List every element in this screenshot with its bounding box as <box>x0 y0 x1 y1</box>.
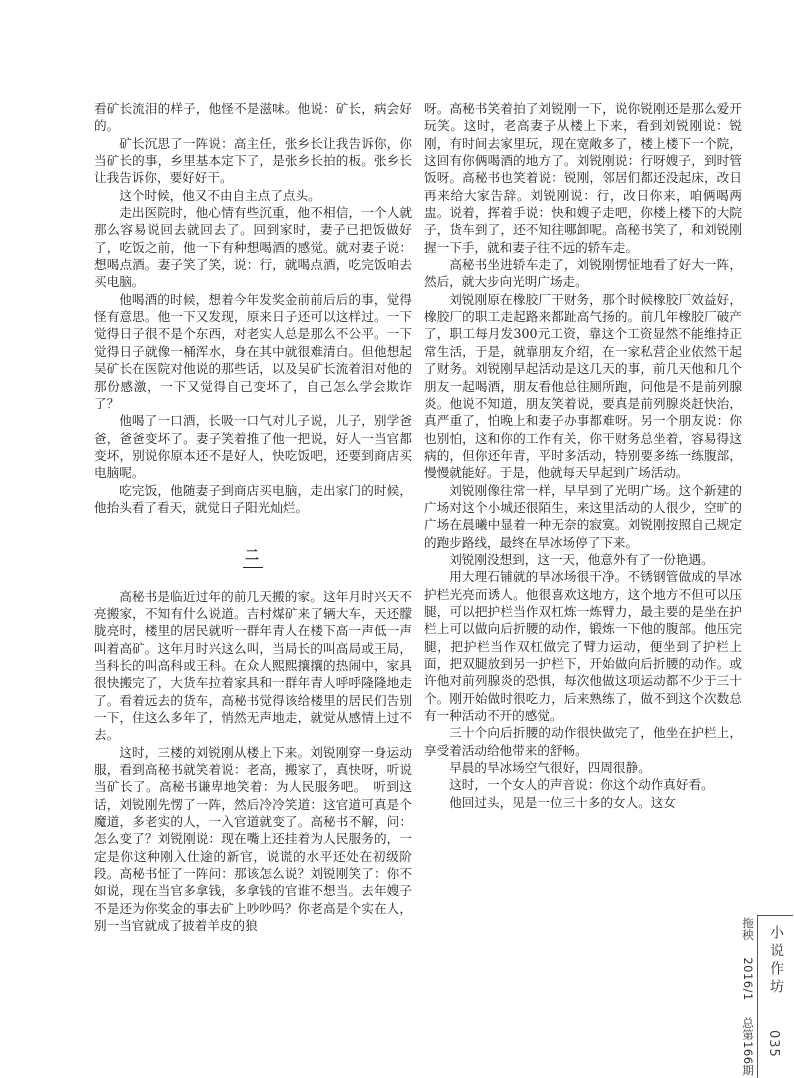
issue-source: 拖秧 <box>741 917 755 941</box>
issue-total: 总第166期 <box>741 1017 755 1077</box>
section-number: 二 <box>243 548 263 567</box>
paragraph: 矿长沉思了一阵说：高主任，张乡长让我告诉你，你当矿长的事，乡里基本定下了，是张乡长拍的板。张乡长让我告诉你，要好好干。 <box>94 135 412 186</box>
paragraph: 走出医院时，他心情有些沉重，他不相信，一个人就那么容易说回去就回去了。回到家时，妻子已把饭做好了，吃饭之前，他一下有种想喝酒的感觉。就对妻子说：想喝点酒。妻子笑了笑，说：行，就喝点酒，吃完饭咱去买电脑。 <box>94 205 412 290</box>
issue-info <box>740 917 756 1077</box>
paragraph: 他喝酒的时候，想着今年发奖金前前后后的事，觉得怪有意思。他一下又发现，原来日子还可以这样过。一下觉得日子很不是个东西，对老实人总是那么不公平。一下觉得日子就像一桶浑水，身在其中就很难清白。但他想起吴矿长在医院对他说的那些话，以及吴矿长流着泪对他的那份感激，一下又觉得自己变坏了，自己怎么学会欺诈了？ <box>94 291 412 411</box>
paragraph: 三十个向后折腰的动作很快做完了，他坐在护栏上，享受着活动给他带来的舒畅。 <box>424 725 742 758</box>
left-column <box>94 100 412 934</box>
paragraph: 这时，一个女人的声音说：你这个动作真好看。 <box>449 777 714 793</box>
paragraph: 这个时候，他又不由自主点了点头。 <box>119 187 321 203</box>
paragraph: 刘锐刚没想到，这一天，他意外有了一份艳遇。 <box>449 551 714 567</box>
page-number: 035 <box>766 1030 781 1058</box>
right-column <box>424 100 742 811</box>
paragraph: 呀。高秘书笑着拍了刘锐刚一下，说你锐刚还是那么爱开玩笑。这时，老高妻子从楼上下来，看到刘锐刚说：锐刚，有时间去家里玩，现在宽敞多了，楼上楼下一个院，这回有你俩喝酒的地方了。刘锐刚说：行呀嫂子，到时管饭呀。高秘书也笑着说：锐刚，邻居们都还没起床，改日再来给大家告辞。刘锐刚说：行，改日你来，咱俩喝两盅。说着，挥着手说：快和嫂子走吧，你楼上楼下的大院子，货车到了，还不知往哪卸呢。高秘书笑了，和刘锐刚握一下手，就和妻子往不远的轿车走。 <box>424 101 742 255</box>
page-sidebar <box>738 915 794 1078</box>
magazine-name: 小说作坊 <box>768 925 784 997</box>
paragraph: 刘锐刚像往常一样，早早到了光明广场。这个新建的广场对这个小城还很陌生，来这里活动的人很少，空旷的广场在晨曦中显着一种无奈的寂寞。刘锐刚按照自己规定的跑步路线，最终在旱冰场停了下来。 <box>424 482 742 550</box>
paragraph: 他回过头，见是一位三十多的女人。这女 <box>449 794 676 810</box>
paragraph: 刘锐刚原在橡胶厂干财务，那个时候橡胶厂效益好，橡胶厂的职工走起路来都趾高气扬的。前几年橡胶厂破产了，职工每月发300元工资，靠这个工资显然不能维持正常生活，于是，就靠朋友介绍，在一家私营企业依然干起了财务。刘锐刚早起活动是这几天的事，前几天他和几个朋友一起喝酒，朋友看他总往厕所跑，问他是不是前列腺炎。他说不知道，朋友笑着说，要真是前列腺炎赶快治，真严重了，怕晚上和妻子办事都难呀。另一个朋友说：你也别怕，这和你的工作有关，你干财务总坐着，容易得这病的，但你还年青，平时多活动，特别要多练一练腹部，慢慢就能好。于是，他就每天早起到广场活动。 <box>424 291 742 481</box>
section-heading <box>94 548 412 567</box>
paragraph: 这时，三楼的刘锐刚从楼上下来。刘锐刚穿一身运动服，看到高秘书就笑着说：老高，搬家了，真快呀，听说当矿长了。高秘书谦卑地笑着：为人民服务吧。 听到这话，刘锐刚先愣了一阵，然后冷冷笑道：这官道可真是个魔道，多老实的人，一入官道就变了。高秘书不解，问：怎么变了？刘锐刚说：现在嘴上还挂着为人民服务的，一定是你这种刚入仕途的新官，说谎的水平还处在初级阶段。高秘书怔了一阵问：那该怎么说？刘锐刚笑了：你不如说，现在当官多拿钱，多拿钱的官谁不想当。去年嫂子不是还为你奖金的事去矿上吵吵吗？你老高是个实在人，别一当官就成了披着羊皮的狼 <box>94 744 412 934</box>
paragraph: 高秘书是临近过年的前几天搬的家。这年月时兴天不亮搬家，不知有什么说道。吉村煤矿来了辆大车，天还朦胧亮时，楼里的居民就听一群年青人在楼下高一声低一声叫着高矿。这年月时兴这么叫，当局长的叫高局或王局，当科长的叫高科或王科。在众人熙熙攘攘的热闹中，家具很快搬完了，大货车拉着家具和一群年青人呼呼隆隆地走了。看着远去的货车，高秘书觉得该给楼里的居民们告别一下，住这么多年了，悄然无声地走，就觉从感情上过不去。 <box>94 588 412 743</box>
paragraph: 高秘书坐进轿车走了，刘锐刚愣怔地看了好大一阵，然后，就大步向光明广场走。 <box>424 257 742 290</box>
paragraph: 他喝了一口酒，长吸一口气对儿子说，儿子，别学爸爸，爸爸变坏了。妻子笑着推了他一把说，好人一当官都变坏，别说你原本还不是好人，快吃饭吧，还要到商店买电脑呢。 <box>94 413 412 481</box>
issue-date: 2016/1 <box>741 957 755 1001</box>
paragraph: 早晨的旱冰场空气很好，四周很静。 <box>449 760 651 776</box>
paragraph: 看矿长流泪的样子，他怪不是滋味。他说：矿长，病会好的。 <box>94 101 412 134</box>
paragraph: 用大理石铺就的旱冰场很干净。不锈钢管做成的旱冰护栏光亮而诱人。他很喜欢这地方，这个地方不但可以压腿，可以把护栏当作双杠炼一炼臂力，最主要的是坐在护栏上可以做向后折腰的动作，锻炼一下他的腹部。他压完腿，把护栏当作双杠做完了臂力运动，便坐到了护栏上面，把双腿放到另一护栏下，开始做向后折腰的动作。或许他对前列腺炎的恐惧，每次他做这项运动都不少于三十个。刚开始做时很吃力，后来熟练了，做不到这个次数总有一种活动不开的感觉。 <box>424 569 742 724</box>
paragraph: 吃完饭，他随妻子到商店买电脑，走出家门的时候，他抬头看了看天，就觉日子阳光灿烂。 <box>94 482 412 515</box>
